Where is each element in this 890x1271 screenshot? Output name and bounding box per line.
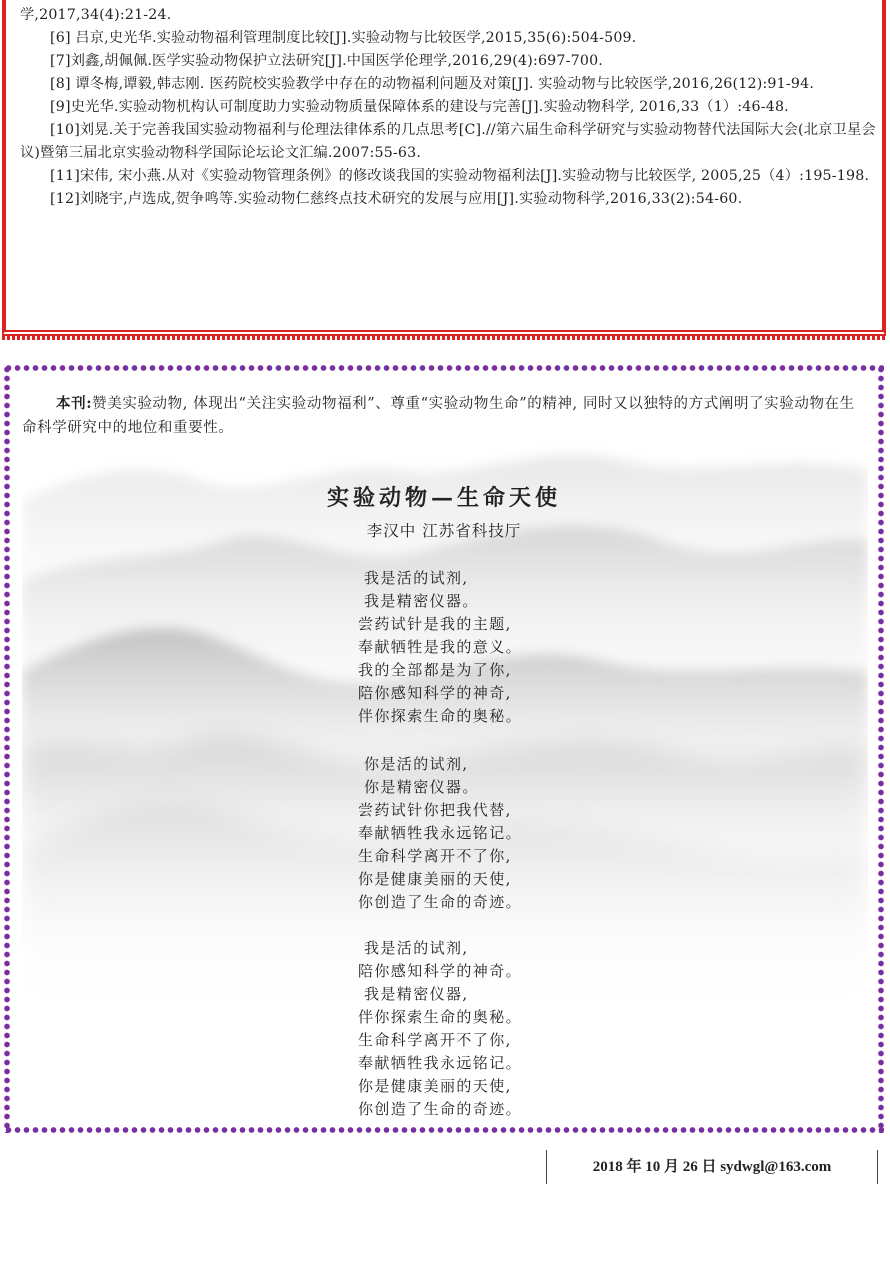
poem-line: 你是健康美丽的天使, [358, 1077, 512, 1095]
poem-line: 你创造了生命的奇迹。 [358, 1100, 523, 1118]
reference-item: [6] 吕京,史光华.实验动物福利管理制度比较[J].实验动物与比较医学,2015,35(6):504-509. [50, 30, 637, 46]
poem-line: 你是精密仪器。 [364, 778, 479, 796]
dotted-border-top [4, 364, 884, 372]
poem-stanza-2 [358, 753, 522, 914]
poem-line: 我是活的试剂, [364, 569, 469, 587]
reference-item: [12]刘晓宇,卢选成,贺争鸣等.实验动物仁慈终点技术研究的发展与应用[J].实验动物科学,2016,33(2):54-60. [50, 191, 743, 207]
poem-line: 我是活的试剂, [364, 939, 469, 957]
reference-item: [8] 谭冬梅,谭毅,韩志刚. 医药院校实验教学中存在的动物福利问题及对策[J]. 实验动物与比较医学,2016,26(12):91-94. [50, 76, 815, 92]
poem-line: 陪你感知科学的神奇。 [358, 962, 523, 980]
poem-line: 你创造了生命的奇迹。 [358, 893, 523, 911]
poem-title: 实验动物—生命天使 [326, 485, 561, 511]
intro-text: 赞美实验动物, 体现出“关注实验动物福利”、尊重“实验动物生命”的精神, 同时又以独特的方式阐明了实验动物在生命科学研究中的地位和重要性。 [22, 395, 855, 436]
references-panel [2, 0, 886, 336]
intro-paragraph [22, 392, 868, 440]
poem-line: 尝药试针是我的主题, [358, 615, 512, 633]
poem-line: 伴你探索生命的奥秘。 [358, 707, 523, 725]
poem-panel [4, 365, 884, 1133]
poem-line: 我的全部都是为了你, [358, 661, 512, 679]
poem-stanza-1 [358, 567, 522, 728]
reference-list [20, 4, 880, 211]
reference-item: [11]宋伟, 宋小燕.从对《实验动物管理条例》的修改谈我国的实验动物福利法[J].实验动物与比较医学, 2005,25（4）:195-198. [50, 168, 870, 184]
dotted-border-bottom [4, 1126, 884, 1134]
dotted-border-right [877, 365, 885, 1133]
poem-author: 李汉中 江苏省科技厅 [366, 522, 522, 540]
poem-line: 陪你感知科学的神奇, [358, 684, 512, 702]
poem-line: 奉献牺牲我永远铭记。 [358, 824, 523, 842]
reference-item: [7]刘鑫,胡佩佩.医学实验动物保护立法研究[J].中国医学伦理学,2016,29(4):697-700. [50, 53, 604, 69]
poem-stanza-3 [358, 937, 522, 1121]
poem-line: 尝药试针你把我代替, [358, 801, 512, 819]
poem-line: 我是精密仪器, [364, 985, 469, 1003]
poem-line: 生命科学离开不了你, [358, 847, 512, 865]
reference-item: 学,2017,34(4):21-24. [20, 7, 172, 23]
poem-line: 你是活的试剂, [364, 755, 469, 773]
poem-line: 你是健康美丽的天使, [358, 870, 512, 888]
reference-item: [10]刘晃.关于完善我国实验动物福利与伦理法律体系的几点思考[C].//第六届生命科学研究与实验动物替代法国际大会(北京卫星会议)暨第三届北京实验动物科学国际论坛论文汇编.2007:55-63. [20, 122, 876, 161]
poem-line: 我是精密仪器。 [364, 592, 479, 610]
date-email-footer [546, 1150, 878, 1184]
poem-line: 奉献牺牲我永远铭记。 [358, 1054, 523, 1072]
poem-line: 伴你探索生命的奥秘。 [358, 1008, 523, 1026]
poem-line: 生命科学离开不了你, [358, 1031, 512, 1049]
reference-item: [9]史光华.实验动物机构认可制度助力实验动物质量保障体系的建设与完善[J].实验动物科学, 2016,33（1）:46-48. [50, 99, 789, 115]
poem-line: 奉献牺牲是我的意义。 [358, 638, 523, 656]
intro-label: 本刊: [56, 394, 93, 412]
footer-text: 2018 年 10 月 26 日 sydwgl@163.com [592, 1159, 832, 1175]
